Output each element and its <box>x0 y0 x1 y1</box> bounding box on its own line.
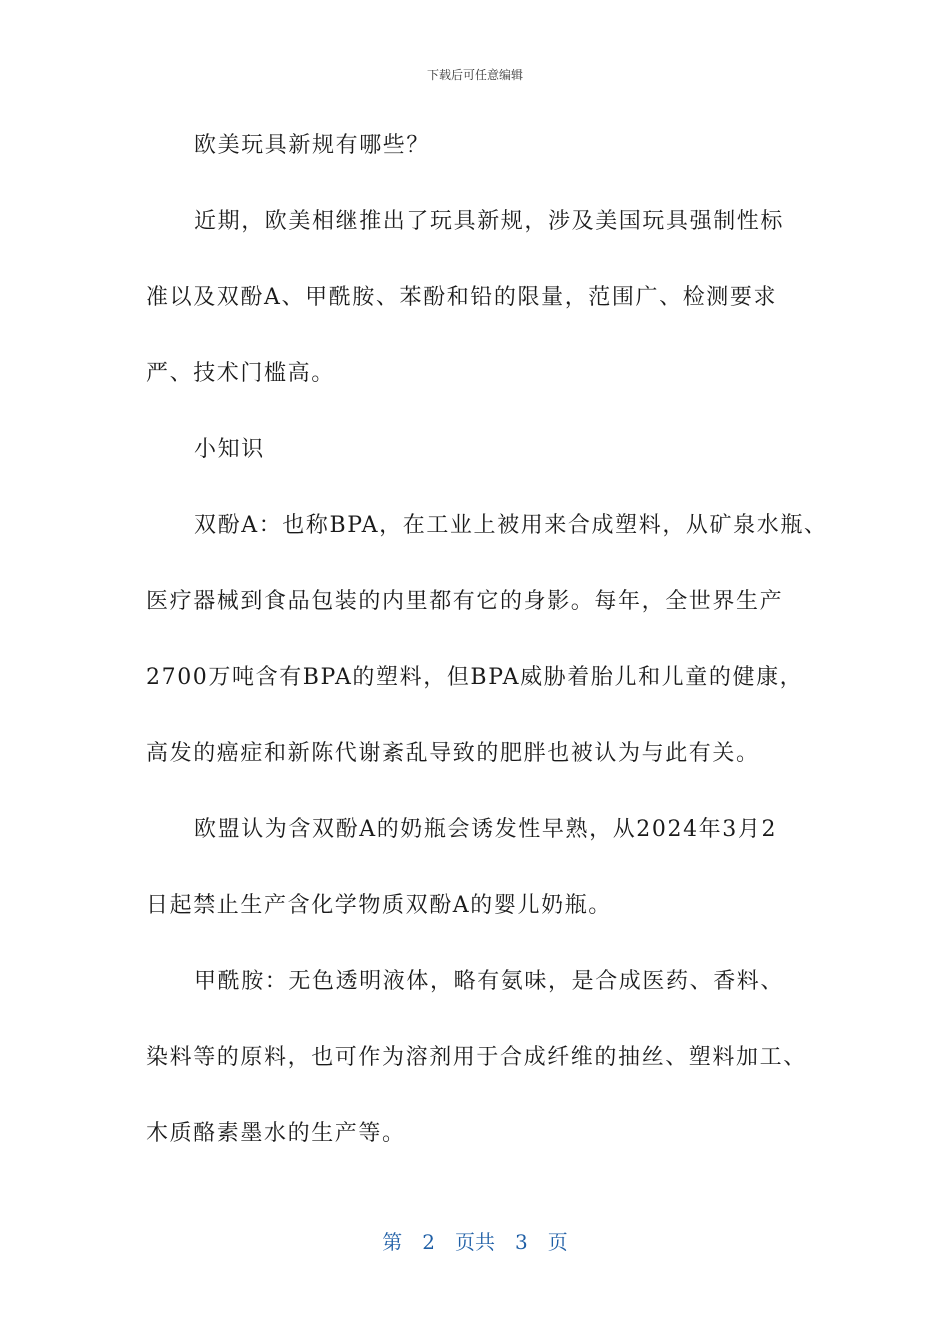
document-body <box>146 128 828 1192</box>
footer-total-pages: 3 <box>515 1230 528 1254</box>
paragraph-line: 严、技术门槛高。 <box>146 361 335 386</box>
paragraph-line: 欧盟认为含双酚A的奶瓶会诱发性早熟，从2024年3月2 <box>194 817 778 842</box>
footer-suffix: 页 <box>547 1230 568 1254</box>
paragraph-line: 近期，欧美相继推出了玩具新规，涉及美国玩具强制性标 <box>194 209 785 234</box>
paragraph-line: 甲酰胺：无色透明液体，略有氨味，是合成医药、香料、 <box>194 969 785 994</box>
page-header: 下载后可任意编辑 <box>426 68 523 82</box>
footer-current-page: 2 <box>422 1230 435 1254</box>
footer-prefix: 第 <box>382 1230 403 1254</box>
paragraph-line: 日起禁止生产含化学物质双酚A的婴儿奶瓶。 <box>146 893 612 918</box>
section-heading: 小知识 <box>194 437 265 462</box>
paragraph-line: 医疗器械到食品包装的内里都有它的身影。每年，全世界生产 <box>146 589 784 614</box>
paragraph-line: 染料等的原料，也可作为溶剂用于合成纤维的抽丝、塑料加工、 <box>146 1045 807 1070</box>
paragraph-line: 木质酪素墨水的生产等。 <box>146 1121 406 1146</box>
paragraph-title: 欧美玩具新规有哪些？ <box>194 133 431 158</box>
paragraph-line: 准以及双酚A、甲酰胺、苯酚和铅的限量，范围广、检测要求 <box>146 285 778 310</box>
paragraph-line: 双酚A：也称BPA，在工业上被用来合成塑料，从矿泉水瓶、 <box>194 513 828 538</box>
paragraph-line: 2700万吨含有BPA的塑料，但BPA威胁着胎儿和儿童的健康， <box>146 665 804 690</box>
footer-middle: 页共 <box>455 1230 495 1254</box>
page-footer <box>0 1226 950 1255</box>
paragraph-line: 高发的癌症和新陈代谢紊乱导致的肥胖也被认为与此有关。 <box>146 741 760 766</box>
